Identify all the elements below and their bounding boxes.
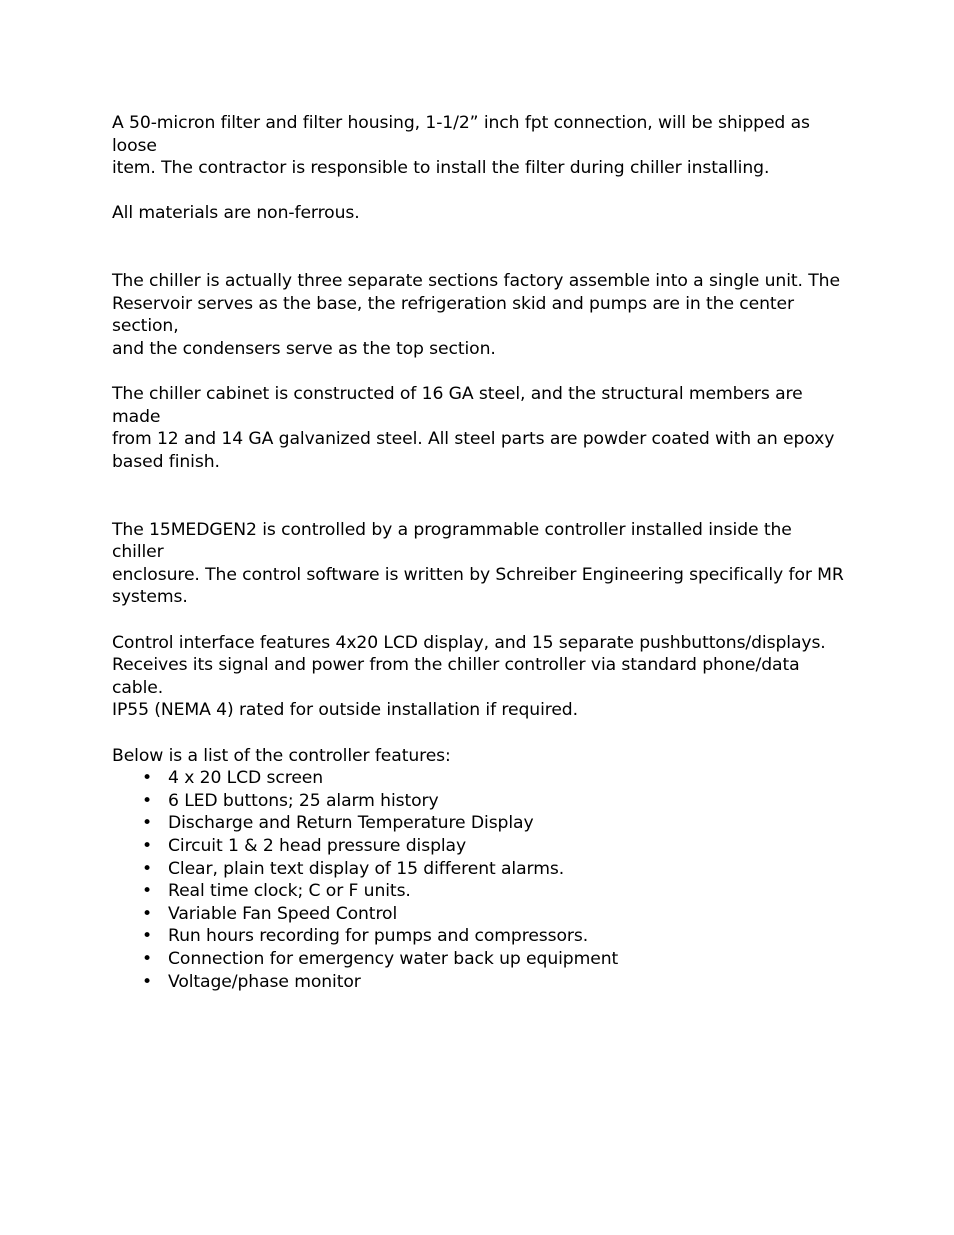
feature-list	[112, 767, 847, 993]
feature-text: Variable Fan Speed Control	[168, 903, 398, 924]
feature-text: 6 LED buttons; 25 alarm history	[168, 790, 439, 811]
list-item	[112, 880, 847, 903]
controller-paragraph: The 15MEDGEN2 is controlled by a programmable controller installed inside the chiller enclosure. The control software is written by Schreiber Engineering specifically for MR systems.	[112, 519, 844, 608]
cabinet-paragraph: The chiller cabinet is constructed of 16 GA steel, and the structural members are made from 12 and 14 GA galvanized steel. All steel parts are powder coated with an epoxy based finish.	[112, 384, 835, 472]
feature-text: Connection for emergency water back up equipment	[168, 948, 619, 969]
feature-text: Clear, plain text display of 15 different alarms.	[168, 858, 565, 879]
bullet-icon: •	[142, 971, 153, 992]
filter-paragraph: A 50-micron filter and filter housing, 1-1/2” inch fpt connection, will be shipped as loose item. The contractor is responsible to install the filter during chiller installing.	[112, 113, 810, 179]
bullet-icon: •	[142, 790, 153, 811]
bullet-icon: •	[142, 926, 153, 947]
list-item	[112, 858, 847, 881]
feature-text: Run hours recording for pumps and compressors.	[168, 926, 589, 947]
spacer	[112, 474, 847, 519]
list-item	[112, 925, 847, 948]
spacer	[112, 225, 847, 270]
list-item	[112, 948, 847, 971]
bullet-icon: •	[142, 836, 153, 856]
list-item	[112, 903, 847, 926]
feature-text: 4 x 20 LCD screen	[168, 768, 324, 789]
bullet-icon: •	[142, 813, 153, 834]
list-item	[112, 971, 847, 994]
feature-text: Circuit 1 & 2 head pressure display	[168, 836, 467, 856]
bullet-icon: •	[142, 881, 153, 902]
materials-paragraph: All materials are non-ferrous.	[112, 203, 360, 224]
interface-paragraph: Control interface features 4x20 LCD display, and 15 separate pushbuttons/displays. Receives its signal and power from the chiller controller via standard phone/data cable. IP55 (NEMA 4) rated for outside installation if required.	[112, 632, 826, 721]
spacer	[112, 361, 847, 384]
list-item	[112, 790, 847, 813]
feature-text: Real time clock; C or F units.	[168, 881, 411, 902]
bullet-icon: •	[142, 903, 153, 924]
feature-text: Voltage/phase monitor	[168, 971, 361, 992]
bullet-icon: •	[142, 858, 153, 879]
bullet-icon: •	[142, 948, 153, 969]
spacer	[112, 180, 847, 203]
document-body	[112, 112, 847, 993]
bullet-icon: •	[142, 768, 153, 789]
spacer	[112, 609, 847, 632]
list-item	[112, 812, 847, 835]
features-intro: Below is a list of the controller features:	[112, 745, 451, 766]
feature-text: Discharge and Return Temperature Display	[168, 813, 534, 834]
list-item	[112, 767, 847, 790]
list-item	[112, 835, 847, 858]
spacer	[112, 722, 847, 745]
sections-paragraph: The chiller is actually three separate sections factory assemble into a single unit. The Reservoir serves as the base, the refrigeration skid and pumps are in the center section, and the condensers serve as the top section.	[112, 271, 840, 359]
